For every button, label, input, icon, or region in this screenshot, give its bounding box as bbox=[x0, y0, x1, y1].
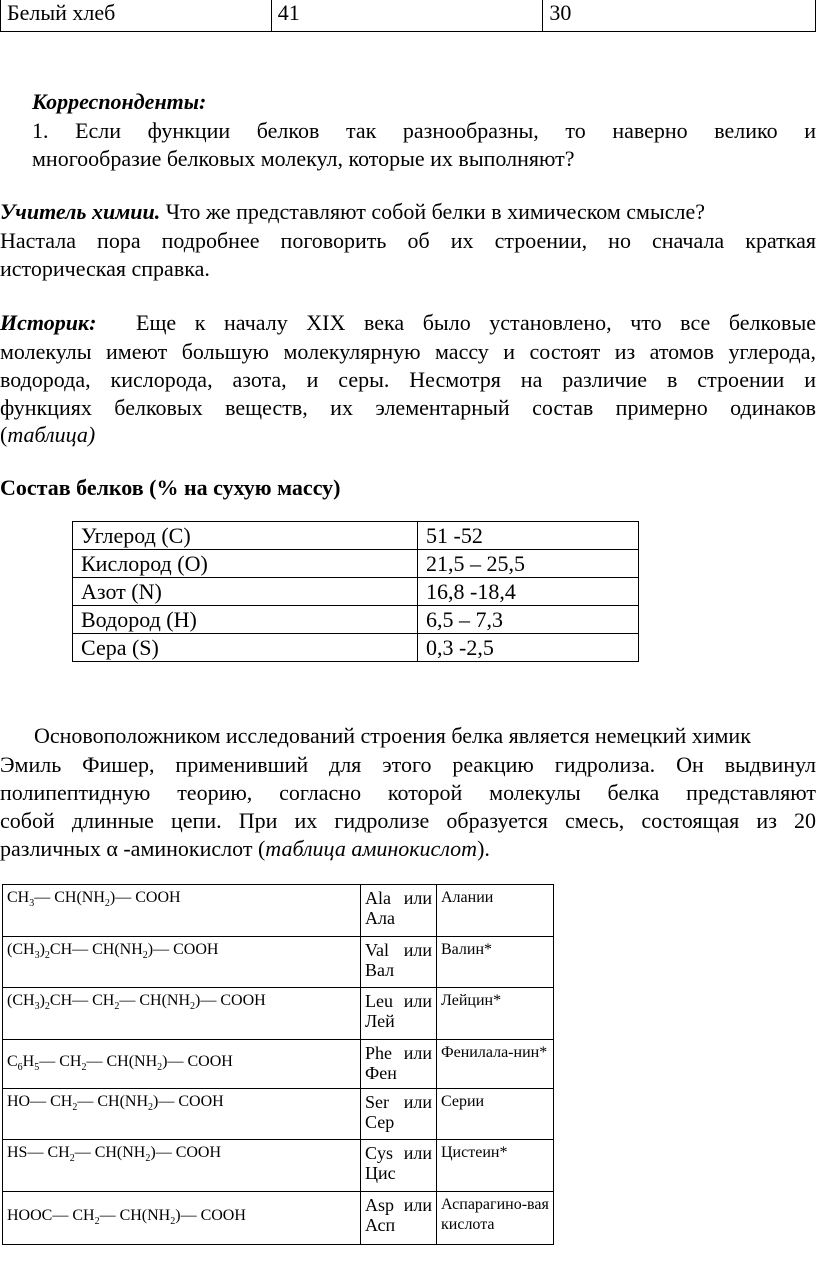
amino-code-latin-line bbox=[365, 1043, 432, 1063]
element-cell: Кислород (О) bbox=[73, 550, 418, 578]
amino-code-cell bbox=[361, 1040, 437, 1089]
amino-code-cell bbox=[361, 885, 437, 937]
fischer-table-ref: таблица аминокислот bbox=[265, 836, 478, 861]
formula-subscript: 2 bbox=[44, 950, 50, 962]
historian-line-1 bbox=[0, 309, 816, 337]
table-row bbox=[73, 578, 639, 606]
formula-part: HO— CH bbox=[7, 1093, 73, 1110]
historian-speaker: Историк: bbox=[0, 310, 97, 335]
element-cell: Сера (S) bbox=[73, 634, 418, 662]
fischer-text-5-end: ). bbox=[477, 836, 490, 861]
percent-cell: 16,8 -18,4 bbox=[418, 578, 639, 606]
amino-name-cell: Лейцин* bbox=[437, 988, 554, 1040]
amino-code-russian: Лей bbox=[365, 1011, 395, 1031]
amino-code-or: или bbox=[403, 1195, 432, 1215]
formula-subscript: 2 bbox=[104, 898, 110, 910]
element-cell: Углерод (С) bbox=[73, 522, 418, 550]
formula-part: )— COOH bbox=[109, 889, 181, 906]
formula-part: )— COOH bbox=[195, 992, 266, 1009]
formula-subscript: 2 bbox=[142, 950, 148, 962]
teacher-speaker: Учитель химии. bbox=[0, 199, 161, 224]
amino-formula-cell bbox=[3, 937, 361, 988]
table-row bbox=[73, 522, 639, 550]
historian-line-3: водорода, кислорода, азота, и серы. Несмотря на различие в строении и bbox=[0, 367, 816, 392]
formula-subscript: 2 bbox=[157, 1062, 163, 1074]
fischer-text-5: различных α -аминокислот ( bbox=[0, 836, 266, 861]
amino-name-cell: Серии bbox=[437, 1089, 554, 1140]
historian-text-1: Еще к началу XIX века было установлено, что все белковые bbox=[136, 310, 816, 335]
formula-subscript: 2 bbox=[69, 1153, 75, 1165]
formula-subscript: 2 bbox=[148, 1102, 154, 1114]
formula-part: — CH bbox=[39, 1053, 82, 1071]
composition-title: Состав белков (% на сухую массу) bbox=[0, 475, 341, 500]
amino-code-russian: Асп bbox=[365, 1215, 396, 1235]
formula-part: (CH bbox=[7, 992, 35, 1009]
amino-name-cell: Аспарагино-вая кислота bbox=[437, 1192, 554, 1245]
fischer-line-3: полипептидную теорию, согласно которой молекулы белка представляют bbox=[0, 780, 816, 805]
table-row bbox=[3, 1089, 554, 1140]
fischer-line-5 bbox=[0, 835, 816, 863]
amino-code-latin-line bbox=[365, 1195, 432, 1215]
amino-formula-cell bbox=[3, 1140, 361, 1192]
amino-code-russian: Сер bbox=[365, 1112, 395, 1132]
formula-part: C bbox=[7, 1053, 18, 1071]
amino-code-latin: Ser bbox=[365, 1092, 389, 1112]
amino-code-russian: Ала bbox=[365, 908, 395, 928]
table-row bbox=[73, 634, 639, 662]
amino-code-latin-line bbox=[365, 888, 432, 908]
percent-cell: 6,5 – 7,3 bbox=[418, 606, 639, 634]
percent-cell: 51 -52 bbox=[418, 522, 639, 550]
correspondents-line-1: 1. Если функции белков так разнообразны, то наверно велико и bbox=[32, 118, 816, 143]
table-row bbox=[73, 606, 639, 634]
amino-code-russian: Цис bbox=[365, 1163, 396, 1183]
composition-table bbox=[72, 521, 639, 662]
element-cell: Водород (Н) bbox=[73, 606, 418, 634]
amino-code-latin: Phe bbox=[365, 1043, 392, 1063]
teacher-line-1 bbox=[0, 198, 816, 226]
fischer-line-1: Основоположником исследований строения белка является немецкий химик bbox=[34, 723, 751, 748]
formula-part: HS— CH bbox=[7, 1144, 70, 1161]
formula-part: CH bbox=[7, 889, 30, 906]
table-row bbox=[3, 988, 554, 1040]
formula-part: (CH bbox=[7, 941, 35, 958]
formula-part: — CH(NH bbox=[119, 992, 191, 1009]
formula-subscript: 2 bbox=[81, 1062, 87, 1074]
table-row bbox=[3, 1192, 554, 1245]
formula-subscript: 2 bbox=[190, 1001, 196, 1013]
amino-code-cell bbox=[361, 1192, 437, 1245]
teacher-line-3: историческая справка. bbox=[0, 256, 210, 281]
correspondents-line-2: многообразие белковых молекул, которые их выполняют? bbox=[32, 146, 575, 171]
amino-formula-cell bbox=[3, 1089, 361, 1140]
formula-part: — CH(NH bbox=[34, 889, 105, 906]
amino-name-cell: Алании bbox=[437, 885, 554, 937]
table-row bbox=[3, 885, 554, 937]
historian-line-2: молекулы имеют большую молекулярную массу и состоят из атомов углерода, bbox=[0, 339, 816, 364]
correspondents-speaker: Корреспонденты: bbox=[32, 89, 207, 114]
amino-code-latin: Ala bbox=[365, 888, 391, 908]
table-row bbox=[73, 550, 639, 578]
table-row bbox=[3, 1040, 554, 1089]
teacher-text-1: Что же представляют собой белки в химическом смысле? bbox=[165, 199, 706, 224]
amino-code-cell bbox=[361, 1089, 437, 1140]
historian-table-ref: таблица) bbox=[7, 422, 96, 447]
formula-part: )— COOH bbox=[147, 941, 219, 958]
amino-code-latin-line bbox=[365, 991, 432, 1011]
amino-name-cell: Цистеин* bbox=[437, 1140, 554, 1192]
amino-code-latin-line bbox=[365, 940, 432, 960]
amino-formula-cell bbox=[3, 885, 361, 937]
amino-formula-cell bbox=[3, 1192, 361, 1245]
fischer-line-4: собой длинные цепи. При их гидролизе образуется смесь, состоящая из 20 bbox=[0, 808, 816, 833]
formula-part: CH— CH bbox=[49, 992, 115, 1009]
amino-code-latin-line bbox=[365, 1092, 432, 1112]
amino-code-or: или bbox=[403, 888, 432, 908]
food-name-cell: Белый хлеб bbox=[1, 0, 272, 32]
formula-part: ) bbox=[39, 941, 45, 958]
fischer-line-2: Эмиль Фишер, применивший для этого реакцию гидролиза. Он выдвинул bbox=[0, 752, 816, 777]
formula-subscript: 2 bbox=[72, 1102, 78, 1114]
food-value-cell-1: 41 bbox=[271, 0, 543, 32]
formula-part: )— COOH bbox=[153, 1093, 224, 1110]
formula-subscript: 2 bbox=[94, 1216, 100, 1228]
formula-subscript: 2 bbox=[114, 1001, 120, 1013]
amino-formula-cell bbox=[3, 988, 361, 1040]
formula-part: HOOC— CH bbox=[7, 1207, 95, 1225]
amino-code-or: или bbox=[403, 991, 432, 1011]
amino-name-cell: Фенилала-нин* bbox=[437, 1040, 554, 1089]
historian-line-4: функциях белковых веществ, их элементарный состав примерно одинаков bbox=[0, 395, 816, 420]
historian-paren: ( bbox=[0, 422, 8, 447]
formula-part: — CH(NH bbox=[74, 1144, 146, 1161]
element-cell: Азот (N) bbox=[73, 578, 418, 606]
amino-acid-table bbox=[2, 884, 554, 1245]
formula-subscript: 3 bbox=[34, 950, 40, 962]
teacher-line-2: Настала пора подробнее поговорить об их строении, но сначала краткая bbox=[0, 228, 816, 253]
amino-name-cell: Валин* bbox=[437, 937, 554, 988]
formula-part: — CH(NH bbox=[99, 1207, 171, 1225]
table-row bbox=[3, 937, 554, 988]
amino-code-cell bbox=[361, 1140, 437, 1192]
amino-formula-cell bbox=[3, 1040, 361, 1089]
percent-cell: 0,3 -2,5 bbox=[418, 634, 639, 662]
amino-code-or: или bbox=[403, 940, 432, 960]
percent-cell: 21,5 – 25,5 bbox=[418, 550, 639, 578]
amino-code-latin: Leu bbox=[365, 991, 393, 1011]
formula-subscript: 5 bbox=[34, 1062, 40, 1074]
amino-code-latin-line bbox=[365, 1143, 432, 1163]
food-table-row bbox=[0, 0, 816, 32]
amino-code-or: или bbox=[403, 1092, 432, 1112]
amino-code-russian: Фен bbox=[365, 1063, 397, 1083]
formula-part: — CH(NH bbox=[86, 1053, 158, 1071]
table-row bbox=[3, 1140, 554, 1192]
formula-part: ) bbox=[39, 992, 45, 1009]
formula-part: CH— CH(NH bbox=[49, 941, 143, 958]
amino-code-latin: Cys bbox=[365, 1143, 394, 1163]
amino-code-or: или bbox=[403, 1143, 432, 1163]
formula-part: )— COOH bbox=[150, 1144, 222, 1161]
amino-code-latin: Asp bbox=[365, 1195, 395, 1215]
formula-part: )— COOH bbox=[175, 1207, 246, 1225]
formula-part: — CH(NH bbox=[77, 1093, 149, 1110]
amino-code-or: или bbox=[403, 1043, 432, 1063]
historian-line-5 bbox=[0, 421, 816, 449]
amino-code-cell bbox=[361, 988, 437, 1040]
formula-part: H bbox=[22, 1053, 35, 1071]
formula-part: )— COOH bbox=[162, 1053, 233, 1071]
formula-subscript: 2 bbox=[145, 1153, 151, 1165]
formula-subscript: 2 bbox=[170, 1216, 176, 1228]
amino-code-cell bbox=[361, 937, 437, 988]
formula-subscript: 2 bbox=[44, 1001, 50, 1013]
amino-code-russian: Вал bbox=[365, 960, 395, 980]
formula-subscript: 3 bbox=[29, 898, 35, 910]
formula-subscript: 3 bbox=[34, 1001, 40, 1013]
food-value-cell-2: 30 bbox=[543, 0, 816, 32]
formula-subscript: 6 bbox=[17, 1062, 23, 1074]
amino-code-latin: Val bbox=[365, 940, 389, 960]
